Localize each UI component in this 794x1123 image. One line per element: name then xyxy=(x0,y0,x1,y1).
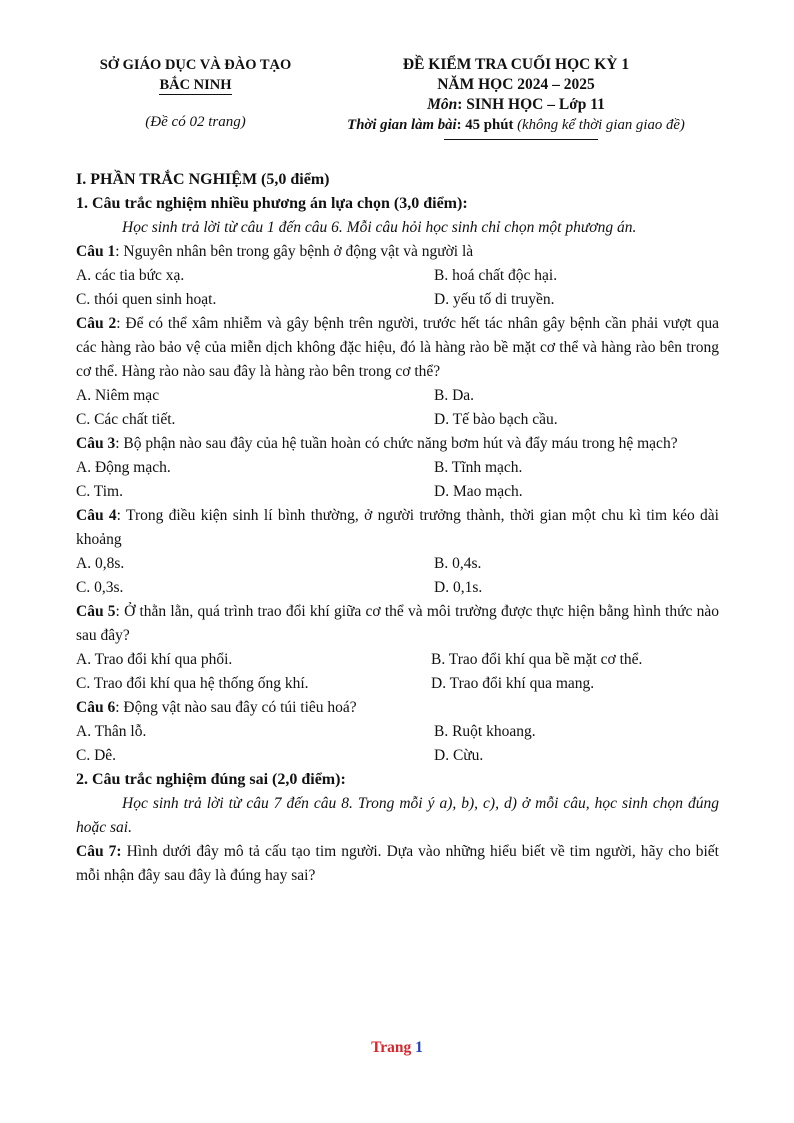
exam-content xyxy=(76,168,719,888)
option-a: A. 0,8s. xyxy=(76,555,125,572)
question-label: Câu 5 xyxy=(76,603,116,620)
question-4-options xyxy=(76,552,719,600)
header-divider xyxy=(444,139,598,140)
province-name: BẮC NINH xyxy=(159,77,232,93)
question-label: Câu 3 xyxy=(76,435,116,452)
option-a: A. Niêm mạc xyxy=(76,387,160,404)
question-text: : Bộ phận nào sau đây của hệ tuần hoàn có chức năng bơm hút và đẩy máu trong hệ mạch? xyxy=(115,435,678,452)
question-text: Hình dưới đây mô tả cấu tạo tim người. Dựa vào những hiểu biết về tim người, hãy cho biết mỗi nhận đây sau đây là đúng hay sai? xyxy=(76,843,719,884)
option-a: A. Thân lỗ. xyxy=(76,723,147,740)
exam-title: ĐỀ KIỂM TRA CUỐI HỌC KỲ 1 xyxy=(402,56,630,73)
option-b: B. Da. xyxy=(434,387,475,404)
part2-title: 2. Câu trắc nghiệm đúng sai (2,0 điểm): xyxy=(76,771,346,788)
question-text: : Nguyên nhân bên trong gây bệnh ở động vật và người là xyxy=(115,243,474,260)
option-b: B. Ruột khoang. xyxy=(434,723,536,740)
question-5 xyxy=(76,600,719,648)
option-d: D. Cừu. xyxy=(434,747,484,764)
option-d: D. yếu tố di truyền. xyxy=(434,291,555,308)
option-c: C. Tim. xyxy=(76,483,123,500)
option-a: A. các tia bức xạ. xyxy=(76,267,185,284)
subject-line xyxy=(330,95,702,115)
question-text: : Ở thằn lằn, quá trình trao đổi khí giữa cơ thể và môi trường được thực hiện bằng hình thức nào sau đây? xyxy=(76,603,719,644)
page-number: 1 xyxy=(415,1039,423,1056)
question-1-options xyxy=(76,264,719,312)
question-3-options xyxy=(76,456,719,504)
option-d: D. Trao đổi khí qua mang. xyxy=(431,675,595,692)
question-3 xyxy=(76,432,719,456)
option-c: C. Dê. xyxy=(76,747,117,764)
option-c: C. Các chất tiết. xyxy=(76,411,176,428)
time-label: Thời gian làm bài xyxy=(347,117,457,133)
question-6-options xyxy=(76,720,719,768)
question-label: Câu 1 xyxy=(76,243,116,260)
question-2-options xyxy=(76,384,719,432)
option-b: B. hoá chất độc hại. xyxy=(434,267,558,284)
subject-value: : SINH HỌC – Lớp 11 xyxy=(457,96,605,113)
option-a: A. Động mạch. xyxy=(76,459,171,476)
question-label: Câu 6 xyxy=(76,699,116,716)
option-a: A. Trao đổi khí qua phổi. xyxy=(76,651,233,668)
option-d: D. 0,1s. xyxy=(434,579,483,596)
question-1 xyxy=(76,240,719,264)
time-line xyxy=(330,115,702,135)
question-4 xyxy=(76,504,719,552)
option-c: C. Trao đổi khí qua hệ thống ống khí. xyxy=(76,675,309,692)
time-note: (không kể thời gian giao đề) xyxy=(513,117,685,133)
option-b: B. 0,4s. xyxy=(434,555,482,572)
department-header xyxy=(88,55,303,95)
question-2 xyxy=(76,312,719,384)
question-label: Câu 4 xyxy=(76,507,117,524)
question-text: : Trong điều kiện sinh lí bình thường, ở người trưởng thành, thời gian một chu kì tim kéo dài khoảng xyxy=(76,507,719,548)
option-c: C. 0,3s. xyxy=(76,579,124,596)
time-value: : 45 phút xyxy=(456,117,514,133)
section-title: I. PHẦN TRẮC NGHIỆM (5,0 điểm) xyxy=(76,171,330,188)
option-c: C. thói quen sinh hoạt. xyxy=(76,291,217,308)
part1-instruction: Học sinh trả lời từ câu 1 đến câu 6. Mỗi câu hỏi học sinh chỉ chọn một phương án. xyxy=(122,219,637,236)
option-b: B. Trao đổi khí qua bề mặt cơ thể. xyxy=(431,651,643,668)
question-6 xyxy=(76,696,719,720)
option-d: D. Mao mạch. xyxy=(434,483,523,500)
page-footer xyxy=(0,1039,794,1057)
pages-note: (Đề có 02 trang) xyxy=(145,114,246,130)
question-text: : Để có thể xâm nhiễm và gây bệnh trên người, trước hết tác nhân gây bệnh cần phải vượt qua các hàng rào bảo vệ của miễn dịch không đặc hiệu, đó là hàng rào bề mặt cơ thể và hàng rào bên trong cơ thể. Hàng rào nào sau đây là hàng rào bên trong cơ thể? xyxy=(76,315,719,380)
part1-title: 1. Câu trắc nghiệm nhiều phương án lựa chọn (3,0 điểm): xyxy=(76,195,468,212)
question-text: : Động vật nào sau đây có túi tiêu hoá? xyxy=(115,699,357,716)
question-label: Câu 2 xyxy=(76,315,117,332)
school-year: NĂM HỌC 2024 – 2025 xyxy=(437,76,595,93)
department-name: SỞ GIÁO DỤC VÀ ĐÀO TẠO xyxy=(99,57,292,73)
exam-header xyxy=(330,55,702,135)
option-b: B. Tĩnh mạch. xyxy=(434,459,523,476)
page-word: Trang xyxy=(371,1039,412,1056)
question-5-options xyxy=(76,648,719,696)
question-7 xyxy=(76,840,719,888)
subject-label: Môn xyxy=(427,96,458,113)
part2-instruction: Học sinh trả lời từ câu 7 đến câu 8. Trong mỗi ý a), b), c), d) ở mỗi câu, học sinh chọn đúng hoặc sai. xyxy=(76,795,719,836)
option-d: D. Tế bào bạch cầu. xyxy=(434,411,558,428)
question-label: Câu 7: xyxy=(76,843,122,860)
